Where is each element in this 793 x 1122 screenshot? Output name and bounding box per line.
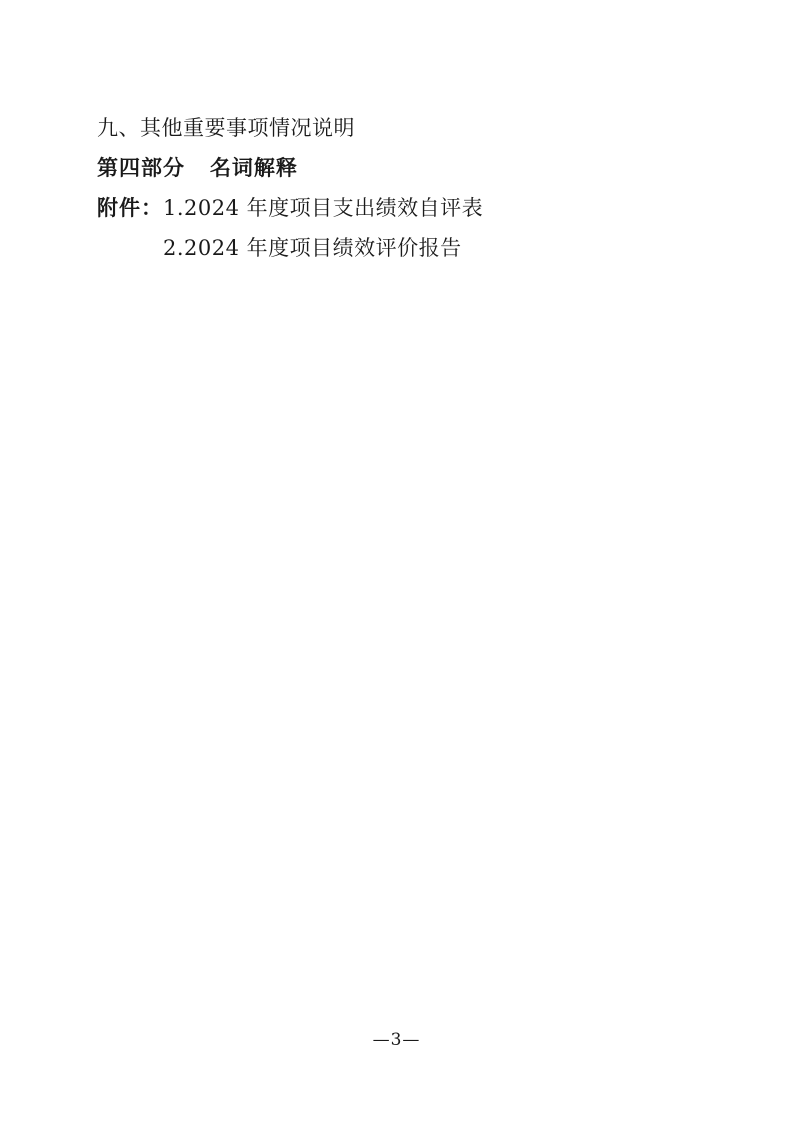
- list-item: 2.2024 年度项目绩效评价报告: [163, 236, 462, 260]
- document-body: [97, 108, 697, 268]
- attachment-block: [97, 188, 697, 268]
- attachment-list: [163, 188, 483, 268]
- section-heading-nine: 九、其他重要事项情况说明: [97, 116, 355, 140]
- page-number: —3—: [372, 1030, 421, 1050]
- list-item: 1.2024 年度项目支出绩效自评表: [163, 196, 484, 220]
- part-four-heading: 第四部分 名词解释: [97, 155, 298, 180]
- attachment-label: 附件：: [97, 195, 163, 220]
